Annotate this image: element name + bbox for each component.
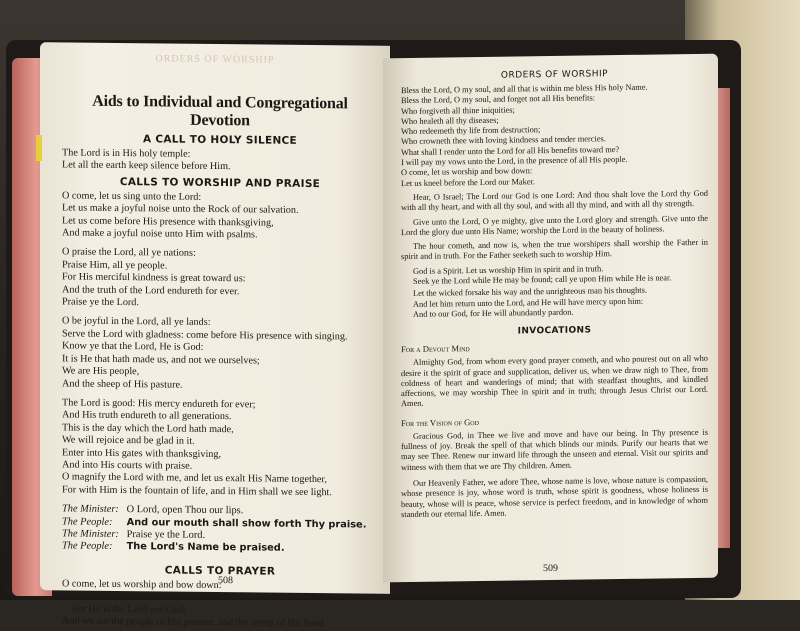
verse-line: This is the day which the Lord hath made, [62, 422, 234, 435]
verse-line: Enter into His gates with thanksgiving, [62, 446, 222, 460]
verse-line: O come, let us worship and bow down: [62, 578, 222, 591]
paragraph: Gracious God, in Thee we live and move and have our being. In Thy presence is fullness of joy. Break the spell of that which blinds our minds. Purify our hearts that we may see Thee. Renew our inward life through the unseen and eternal. Visit our spirits and witness with them that we are Thy children. Amen. [401, 427, 708, 472]
running-header: ORDERS OF WORSHIP [500, 69, 609, 81]
paragraph: Seek ye the Lord while He may be found; call ye upon Him while He is near. [413, 273, 672, 286]
section-heading: CALLS TO PRAYER [164, 564, 276, 578]
verse-line: For He is the Lord our God; [72, 603, 187, 616]
response-text: And our mouth shall show forth Thy praise. [126, 516, 367, 531]
verse-line: O come, let us sing unto the Lord: [62, 190, 202, 203]
verse-line: And the sheep of His pasture. [62, 377, 183, 391]
left-page [40, 42, 390, 630]
paragraph: Give unto the Lord, O ye mighty, give unto the Lord glory and strength. Give unto the Lord the glory due unto His Name; worship the Lord in the beauty of holiness. [401, 213, 708, 237]
verse-line: And make a joyful noise unto Him with psalms. [62, 227, 258, 241]
verse-line: Praise Him, all ye people. [62, 259, 168, 272]
right-page [383, 54, 718, 583]
verse-line: Who redeemeth thy life from destruction; [401, 125, 541, 137]
verse-line: The Lord is in His holy temple: [62, 147, 191, 160]
verse-line: And let him return unto the Lord, and He will have mercy upon him: [413, 296, 644, 309]
verse-line: O praise the Lord, all ye nations: [62, 246, 196, 260]
paragraph: Almighty God, from whom every good prayer cometh, and who pourest out on all who desire it the spirit of grace and supplication, deliver us, when we draw nigh to Thee, from coldness of heart and wanderings of mind; that with steadfast thoughts, and kindled affections, we may worship Thee in spirit and in truth; through Jesus Christ our Lord. Amen. [401, 354, 708, 409]
verse-line: Praise ye the Lord. [62, 296, 139, 309]
subheading: For a Devout Mind [401, 343, 470, 355]
verse-line: Let the wicked forsake his way and the unrighteous man his thoughts. [413, 285, 647, 299]
paragraph: God is a Spirit. Let us worship Him in spirit and in truth. [413, 264, 604, 276]
role-label: The People: [62, 540, 113, 553]
verse-line: We are His people, [62, 365, 140, 378]
role-label: The Minister: [62, 503, 119, 516]
paragraph: Hear, O Israel; The Lord our God is one Lord: And thou shalt love the Lord thy God with all thy heart, and with all thy soul, and with all thy mind, and with all thy strength. [401, 188, 708, 213]
section-heading: INVOCATIONS [517, 325, 592, 337]
section-heading: CALLS TO WORSHIP AND PRAISE [119, 175, 321, 190]
page-title: Aids to Individual and Congregational Devotion [92, 92, 348, 130]
verse-line: It is He that hath made us, and not we ourselves; [62, 353, 260, 367]
yellow-bookmark-tab [36, 135, 42, 161]
verse-line: Who forgiveth all thine iniquities; [401, 105, 515, 116]
verse-line: And to our God, for He will abundantly pardon. [413, 307, 574, 319]
verse-line: Let us make a joyful noise unto the Rock of our salvation. [62, 202, 299, 217]
paragraph: Our Heavenly Father, we adore Thee, whose name is love, whose nature is compassion, whose presence is joy, whose word is truth, whose spirit is goodness, whose holiness is beauty, whose will is peace, whose service is perfect freedom, and in knowledge of whom standeth our eternal life. Amen. [401, 474, 708, 519]
verse-line: And we are the people of His pasture, and the sheep of His hand. [62, 615, 327, 630]
paragraph: The hour cometh, and now is, when the true worshipers shall worship the Father in spirit and in truth. For the Father seeketh such to worship Him. [401, 237, 708, 262]
verse-line: O come, let us worship and bow down: [401, 166, 533, 178]
verse-line: Serve the Lord with gladness: come before His presence with singing. [62, 328, 348, 343]
verse-line: Let us kneel before the Lord our Maker. [62, 590, 225, 604]
verse-line: And the truth of the Lord endureth for ever. [62, 284, 240, 297]
response-text: O Lord, open Thou our lips. [126, 504, 244, 517]
verse-line: Let all the earth keep silence before Him. [62, 159, 231, 173]
response-text: The Lord's Name be praised. [126, 541, 285, 555]
role-label: The People: [62, 515, 113, 528]
verse-line: Bless the Lord, O my soul, and all that is within me bless His holy Name. [401, 82, 648, 96]
verse-line: Who crowneth thee with loving kindness and tender mercies. [401, 134, 606, 147]
verse-line: Let us kneel before the Lord our Maker. [401, 176, 535, 188]
verse-line: Know ye that the Lord, He is God: [62, 340, 204, 354]
verse-line: O magnify the Lord with me, and let us exalt His Name together, [62, 471, 327, 486]
verse-line: I will pay my vows unto the Lord, in the presence of all His people. [401, 155, 628, 168]
verse-line: And into His courts with praise. [62, 459, 193, 472]
page-number: 509 [543, 562, 558, 575]
verse-line: Let us come before His presence with thanksgiving, [62, 215, 274, 229]
page-number: 508 [218, 575, 233, 587]
verse-line: The Lord is good: His mercy endureth for ever; [62, 397, 256, 411]
role-label: The Minister: [62, 528, 119, 540]
verse-line: Bless the Lord, O my soul, and forget not all His benefits: [401, 93, 596, 106]
verse-line: What shall I render unto the Lord for all His benefits toward me? [401, 144, 620, 157]
verse-line: For His merciful kindness is great toward us: [62, 271, 246, 285]
bleed-through-header: ORDERS OF WORSHIP [155, 53, 275, 66]
verse-line: O be joyful in the Lord, all ye lands: [62, 315, 211, 329]
response-text: Praise ye the Lord. [126, 529, 206, 541]
verse-line: Who healeth all thy diseases; [401, 115, 499, 126]
verse-line: For with Him is the fountain of life, and in Him shall we see light. [62, 484, 332, 498]
section-heading: A CALL TO HOLY SILENCE [142, 133, 298, 147]
verse-line: And His truth endureth to all generations. [62, 409, 232, 423]
subheading: For the Vision of God [401, 416, 479, 428]
verse-line: We will rejoice and be glad in it. [62, 434, 195, 447]
